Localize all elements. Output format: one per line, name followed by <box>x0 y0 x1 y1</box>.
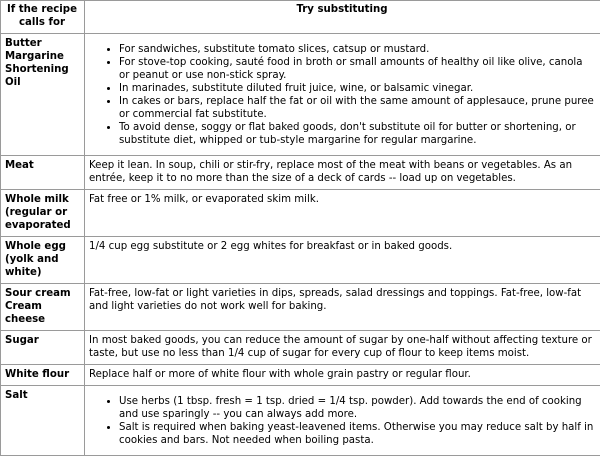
list-item: • In marinades, substitute diluted fruit juice, wine, or balsamic vinegar. <box>119 82 595 95</box>
bullet-list <box>89 395 595 447</box>
row-label <box>1 331 85 365</box>
row-label <box>1 190 85 237</box>
row-substitution: Fat free or 1% milk, or evaporated skim milk. <box>85 190 600 237</box>
label-line: White flour <box>5 368 79 381</box>
row-substitution: In most baked goods, you can reduce the amount of sugar by one-half without affecting texture or taste, but use no less than 1/4 cup of sugar for every cup of flour to keep items moist. <box>85 331 600 365</box>
header-recipe-calls-for: If the recipe calls for <box>1 1 85 34</box>
list-item: • Salt is required when baking yeast-leavened items. Otherwise you may reduce salt by half in cookies and bars. Not needed when boiling pasta. <box>119 421 595 447</box>
row-substitution: Fat-free, low-fat or light varieties in dips, spreads, salad dressings and toppings. Fat-free, low-fat and light varieties do not work well for baking. <box>85 284 600 331</box>
label-line: Cream cheese <box>5 300 79 326</box>
header-row <box>1 1 600 34</box>
table-row <box>1 34 600 156</box>
label-line: Oil <box>5 76 79 89</box>
table-row <box>1 156 600 190</box>
list-item: • For sandwiches, substitute tomato slices, catsup or mustard. <box>119 43 595 56</box>
label-line: Margarine <box>5 50 79 63</box>
table-row <box>1 386 600 456</box>
list-item: • For stove-top cooking, sauté food in broth or small amounts of healthy oil like olive, canola or peanut or use non-stick spray. <box>119 56 595 82</box>
row-label <box>1 386 85 456</box>
table-row <box>1 284 600 331</box>
row-label <box>1 365 85 386</box>
label-line: Salt <box>5 389 79 402</box>
row-label <box>1 34 85 156</box>
row-label <box>1 156 85 190</box>
list-item: • To avoid dense, soggy or flat baked goods, don't substitute oil for butter or shortening, or substitute diet, whipped or tub-style margarine for regular margarine. <box>119 121 595 147</box>
label-line: Butter <box>5 37 79 50</box>
table-row <box>1 237 600 284</box>
label-line: Whole milk (regular or evaporated <box>5 193 79 232</box>
bullet-list <box>89 43 595 147</box>
table-row <box>1 190 600 237</box>
table-row <box>1 365 600 386</box>
label-line: Meat <box>5 159 79 172</box>
label-line: Sour cream <box>5 287 79 300</box>
label-line: Shortening <box>5 63 79 76</box>
row-label <box>1 237 85 284</box>
row-label <box>1 284 85 331</box>
row-substitution: Keep it lean. In soup, chili or stir-fry, replace most of the meat with beans or vegetables. As an entrée, keep it to no more than the size of a deck of cards -- load up on vegetables. <box>85 156 600 190</box>
list-item: • Use herbs (1 tbsp. fresh = 1 tsp. dried = 1/4 tsp. powder). Add towards the end of cooking and use sparingly -- you can always add more. <box>119 395 595 421</box>
row-substitution <box>85 34 600 156</box>
label-line: Whole egg (yolk and white) <box>5 240 79 279</box>
row-substitution: Replace half or more of white flour with whole grain pastry or regular flour. <box>85 365 600 386</box>
label-line: Sugar <box>5 334 79 347</box>
list-item: • In cakes or bars, replace half the fat or oil with the same amount of applesauce, prune puree or commercial fat substitute. <box>119 95 595 121</box>
table-row <box>1 331 600 365</box>
row-substitution: 1/4 cup egg substitute or 2 egg whites for breakfast or in baked goods. <box>85 237 600 284</box>
row-substitution <box>85 386 600 456</box>
header-try-substituting: Try substituting <box>85 1 600 34</box>
